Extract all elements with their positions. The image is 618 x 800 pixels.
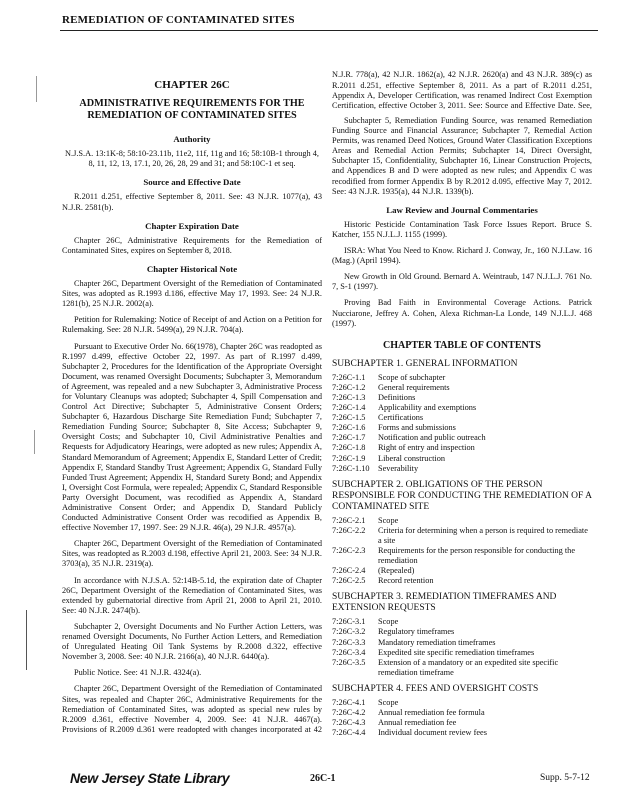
history-paragraph: Pursuant to Executive Order No. 66(1978), Chapter 26C was readopted as R.1997 d.499, effective October 22, 1997. As part of R.1997 d.499, Subchapter 2, Procedures for the Identification of the Appropriate Oversight Document, was renamed Oversight Documents; Subchapter 3, Memorandum of Agreement, was repealed and a new Subchapter 3, Administrative Process for Voluntary Cleanups was adopted; Subchapter 4, Spill Compensation and Control Act Directive; Subchapter 5, Administrative Consent Orders; Subchapter 6, Hazardous Discharge Site Remediation Fund; Subchapter 7, Remediation Funding Source; Subchapter 8, Site Access; Subchapter 9, Oversight Costs; and Subchapter 10, Civil Administrative Penalties and Requests for Adjudicatory Hearings, were adopted as new rules; Appendix A, Standard Memorandum of Agreement; Appendix E, Standard Letter of Credit; Appendix F, Standard Standby Trust Agreement; Appendix G, Standard Fully Funded Trust Agreement; Appendix H, Standard Surety Bond; and Appendix I, Oversight Cost Formula, were repealed; Appendix C, Standard Responsible Party Oversight Document, was recodified as Appendix A, Standard Administrative Consent Order; and Appendix D, Standard Publicly Conducted Administrative Consent Order was recodified as Appendix B, effective November 17, 1997. See: 29 N.J.R. 46(a), 29 N.J.R. 4957(a). bbox=[62, 341, 322, 533]
toc-entry-number: 7:26C-3.4 bbox=[332, 647, 366, 657]
toc-entry-title: Criteria for determining when a person is required to remediate a site bbox=[378, 525, 588, 545]
toc-entry-title: Record retention bbox=[378, 576, 434, 586]
toc-entry-number: 7:26C-1.8 bbox=[332, 443, 366, 453]
expiration-heading: Chapter Expiration Date bbox=[145, 220, 239, 231]
toc-entry-number: 7:26C-1.5 bbox=[332, 413, 366, 423]
toc-entry bbox=[332, 708, 592, 718]
toc-entry bbox=[332, 566, 592, 576]
toc-entry bbox=[332, 627, 592, 637]
toc-entry-title: Scope bbox=[378, 697, 399, 707]
toc-subchapter-heading: SUBCHAPTER 1. GENERAL INFORMATION bbox=[332, 358, 518, 369]
toc-entry-title: Regulatory timeframes bbox=[378, 627, 455, 637]
toc-entry bbox=[332, 698, 592, 708]
toc-entry bbox=[332, 546, 592, 566]
history-paragraph: Public Notice. See: 41 N.J.R. 4324(a). bbox=[74, 668, 202, 678]
history-paragraph: Petition for Rulemaking: Notice of Receipt of and Action on a Petition for Rulemaking. See: 28 N.J.R. 5499(a), 29 N.J.R. 704(a). bbox=[62, 315, 322, 335]
toc-entry bbox=[332, 413, 592, 423]
history-paragraph-continuation-text: N.J.R. 778(a), 42 N.J.R. 1862(a), 42 N.J.R. 2620(a) and 43 N.J.R. 389(c) as R.2011 d.251, effective September 8, 2011. As a part of R.2011 d.251, Appendix A, Developer Certification, was renamed Indirect Cost Exemption Certification, effective October 3, 2011. See: Source and Effective Date. See, bbox=[332, 70, 592, 110]
history-paragraph-continued: Chapter 26C, Department Oversight of the Remediation of Contaminated Sites, was repealed and Chapter 26C, Administrative Requirements for the Remediation of Contaminated Sites, was adopted as special new rules by R.2009 d.361, effective November 4, 2009. See: 41 N.J.R. 4467(a). Provisions of R.2009 d.361 were readopted with changes incorporated at 42 bbox=[62, 684, 322, 734]
toc-entry-title: Annual remediation fee formula bbox=[378, 708, 485, 718]
toc-entry-number: 7:26C-2.4 bbox=[332, 566, 366, 576]
toc-entry-title: Forms and submissions bbox=[378, 423, 456, 433]
scan-mark bbox=[26, 610, 27, 670]
history-paragraph-continuation bbox=[332, 70, 592, 110]
toc-entry bbox=[332, 648, 592, 658]
toc-entry-title: Expedited site specific remediation timeframes bbox=[378, 647, 535, 657]
left-column bbox=[62, 70, 322, 740]
commentary-item: Proving Bad Faith in Environmental Coverage Actions. Patrick Nucciarone, Jeffrey A. Cohen, Alexa Richman-La Londe, 149 N.J.L.J. 468 (1997). bbox=[332, 298, 592, 328]
toc-entry bbox=[332, 617, 592, 627]
toc-entry-title: Applicability and exemptions bbox=[378, 403, 477, 413]
toc-entry-number: 7:26C-2.3 bbox=[332, 546, 366, 555]
toc-entry bbox=[332, 373, 592, 383]
toc-subchapter-heading: SUBCHAPTER 2. OBLIGATIONS OF THE PERSON RESPONSIBLE FOR CONDUCTING THE REMEDIATION OF A CONTAMINATED SITE bbox=[332, 479, 592, 512]
toc-entry bbox=[332, 464, 592, 474]
toc-entry-title: Certifications bbox=[378, 413, 424, 423]
toc-entry-number: 7:26C-3.3 bbox=[332, 637, 366, 647]
toc-entry-number: 7:26C-4.4 bbox=[332, 728, 366, 738]
chapter-title: ADMINISTRATIVE REQUIREMENTS FOR THE REMEDIATION OF CONTAMINATED SITES bbox=[79, 98, 305, 122]
toc-entry-title: Scope bbox=[378, 617, 399, 627]
scan-mark bbox=[36, 76, 37, 102]
chapter-number: CHAPTER 26C bbox=[154, 79, 230, 91]
toc-entry-title: General requirements bbox=[378, 382, 450, 392]
history-paragraph: Subchapter 2, Oversight Documents and No Further Action Letters, was renamed Oversight Documents, No Further Action Letters, and Remediation of Unregulated Heating Oil Tank Systems by R.2008 d.322, effective November 3, 2008. See: 40 N.J.R. 2166(a), 40 N.J.R. 6440(a). bbox=[62, 621, 322, 662]
right-column bbox=[332, 70, 592, 738]
toc-entry-title: (Repealed) bbox=[378, 566, 415, 576]
toc-entry-title: Scope bbox=[378, 515, 399, 525]
toc-entry bbox=[332, 383, 592, 393]
library-logo: New Jersey State Library bbox=[70, 770, 230, 786]
toc-entry-number: 7:26C-1.3 bbox=[332, 392, 366, 402]
toc-entry bbox=[332, 423, 592, 433]
toc-entry-number: 7:26C-1.7 bbox=[332, 433, 366, 443]
toc-entry-title: Mandatory remediation timeframes bbox=[378, 637, 496, 647]
toc-entry-number: 7:26C-3.1 bbox=[332, 617, 366, 627]
source-heading: Source and Effective Date bbox=[143, 177, 241, 188]
toc-entry-number: 7:26C-4.1 bbox=[332, 697, 366, 707]
toc-entry-number: 7:26C-3.2 bbox=[332, 627, 366, 637]
toc-entry-title: Individual document review fees bbox=[378, 728, 487, 738]
toc-entry bbox=[332, 576, 592, 586]
toc-entry-title: Liberal construction bbox=[378, 453, 446, 463]
running-header: REMEDIATION OF CONTAMINATED SITES bbox=[62, 14, 295, 26]
header-rule bbox=[60, 30, 598, 31]
toc-entry bbox=[332, 638, 592, 648]
law-review-heading: Law Review and Journal Commentaries bbox=[386, 204, 538, 215]
toc-entry-number: 7:26C-2.1 bbox=[332, 515, 366, 525]
history-paragraph: Subchapter 5, Remediation Funding Source, was renamed Remediation Funding Source and Financial Assurance; Subchapter 7, Remedial Action Permits, was renamed Deed Notices, Ground Water Classification Exceptions Areas and Remedial Action Permits; Subchapter 14, Direct Oversight, Subchapter 15, Confidentiality, Subchapter 16, Linear Construction Projects, and Appendices B and D were adopted as new rules; and Appendix C was recodified from former Appendix B by R.2012 d.095, effective May 7, 2012. See: 43 N.J.R. 1935(a), 44 N.J.R. 1339(b). bbox=[332, 116, 592, 196]
authority-text: N.J.S.A. 13:1K-8; 58:10-23.11b, 11e2, 11f, 11g and 16; 58:10B-1 through 4, 8, 11, 12, 13, 17.1, 20, 26, 28, 29 and 31; and 58:10C-1 et seq. bbox=[65, 149, 319, 169]
toc-entry-number: 7:26C-4.2 bbox=[332, 708, 366, 718]
toc-subchapter-heading: SUBCHAPTER 4. FEES AND OVERSIGHT COSTS bbox=[332, 683, 539, 694]
toc-entry-number: 7:26C-3.5 bbox=[332, 657, 366, 667]
toc-entry-title: Scope of subchapter bbox=[378, 372, 446, 382]
history-heading: Chapter Historical Note bbox=[146, 263, 238, 274]
toc-entry-number: 7:26C-2.2 bbox=[332, 525, 366, 535]
toc-entry-title: Extension of a mandatory or an expedited site specific remediation timeframe bbox=[378, 657, 559, 677]
toc-entry bbox=[332, 658, 592, 678]
toc-entry bbox=[332, 403, 592, 413]
toc-entry-number: 7:26C-1.1 bbox=[332, 372, 366, 382]
commentary-item: Historic Pesticide Contamination Task Force Issues Report. Bruce S. Katcher, 155 N.J.L.J. 1155 (1999). bbox=[332, 219, 592, 239]
toc-entry-number: 7:26C-1.6 bbox=[332, 423, 366, 433]
toc-entry bbox=[332, 718, 592, 728]
toc-entry-number: 7:26C-4.3 bbox=[332, 718, 366, 728]
commentary-item: New Growth in Old Ground. Bernard A. Weintraub, 147 N.J.L.J. 761 No. 7, S-1 (1997). bbox=[332, 272, 592, 292]
toc-entry-number: 7:26C-1.10 bbox=[332, 463, 370, 473]
toc-entry-title: Annual remediation fee bbox=[378, 718, 457, 728]
source-text: R.2011 d.251, effective September 8, 2011. See: 43 N.J.R. 1077(a), 43 N.J.R. 2581(b). bbox=[62, 192, 322, 212]
toc-entry bbox=[332, 728, 592, 738]
history-paragraph: In accordance with N.J.S.A. 52:14B-5.1d, the expiration date of Chapter 26C, Department Oversight of the Remediation of Contaminated Sites, was extended by gubernatorial directive from April 21, 2008 to April 21, 2010. See: 40 N.J.R. 2474(b). bbox=[62, 575, 322, 615]
toc-heading: CHAPTER TABLE OF CONTENTS bbox=[383, 339, 541, 351]
toc-entry-number: 7:26C-2.5 bbox=[332, 576, 366, 586]
toc-entry-number: 7:26C-1.2 bbox=[332, 382, 366, 392]
toc-subchapter-heading: SUBCHAPTER 3. REMEDIATION TIMEFRAMES AND EXTENSION REQUESTS bbox=[332, 592, 557, 614]
toc-entry bbox=[332, 443, 592, 453]
toc-entry-title: Right of entry and inspection bbox=[378, 443, 475, 453]
toc-entry bbox=[332, 433, 592, 443]
toc-entry bbox=[332, 454, 592, 464]
history-paragraph: Chapter 26C, Department Oversight of the Remediation of Contaminated Sites, was adopted as R.1993 d.186, effective May 17, 1993. See: 24 N.J.R. 1281(b), 25 N.J.R. 2002(a). bbox=[62, 279, 322, 309]
toc-entry bbox=[332, 393, 592, 403]
page-number: 26C-1 bbox=[310, 773, 336, 784]
history-paragraph: Chapter 26C, Department Oversight of the Remediation of Contaminated Sites, was readopted as R.2003 d.198, effective April 21, 2003. See: 34 N.J.R. 3703(a), 35 N.J.R. 2319(a). bbox=[62, 539, 322, 569]
table-of-contents bbox=[332, 359, 592, 739]
toc-entry-title: Notification and public outreach bbox=[378, 433, 486, 443]
toc-entry-number: 7:26C-1.9 bbox=[332, 453, 366, 463]
authority-heading: Authority bbox=[173, 134, 211, 145]
commentary-item: ISRA: What You Need to Know. Richard J. Conway, Jr., 160 N.J.Law. 16 (Mag.) (April 1994). bbox=[332, 246, 592, 266]
supplement-date: Supp. 5-7-12 bbox=[540, 773, 590, 783]
toc-entry-title: Definitions bbox=[378, 392, 416, 402]
expiration-text: Chapter 26C, Administrative Requirements for the Remediation of Contaminated Sites, expires on September 8, 2018. bbox=[62, 235, 322, 255]
scan-mark bbox=[34, 430, 35, 454]
toc-entry bbox=[332, 516, 592, 526]
toc-entry-number: 7:26C-1.4 bbox=[332, 403, 366, 413]
toc-entry-title: Severability bbox=[378, 463, 419, 473]
toc-entry-title: Requirements for the person responsible for conducting the remediation bbox=[378, 546, 575, 566]
toc-entry bbox=[332, 526, 592, 546]
